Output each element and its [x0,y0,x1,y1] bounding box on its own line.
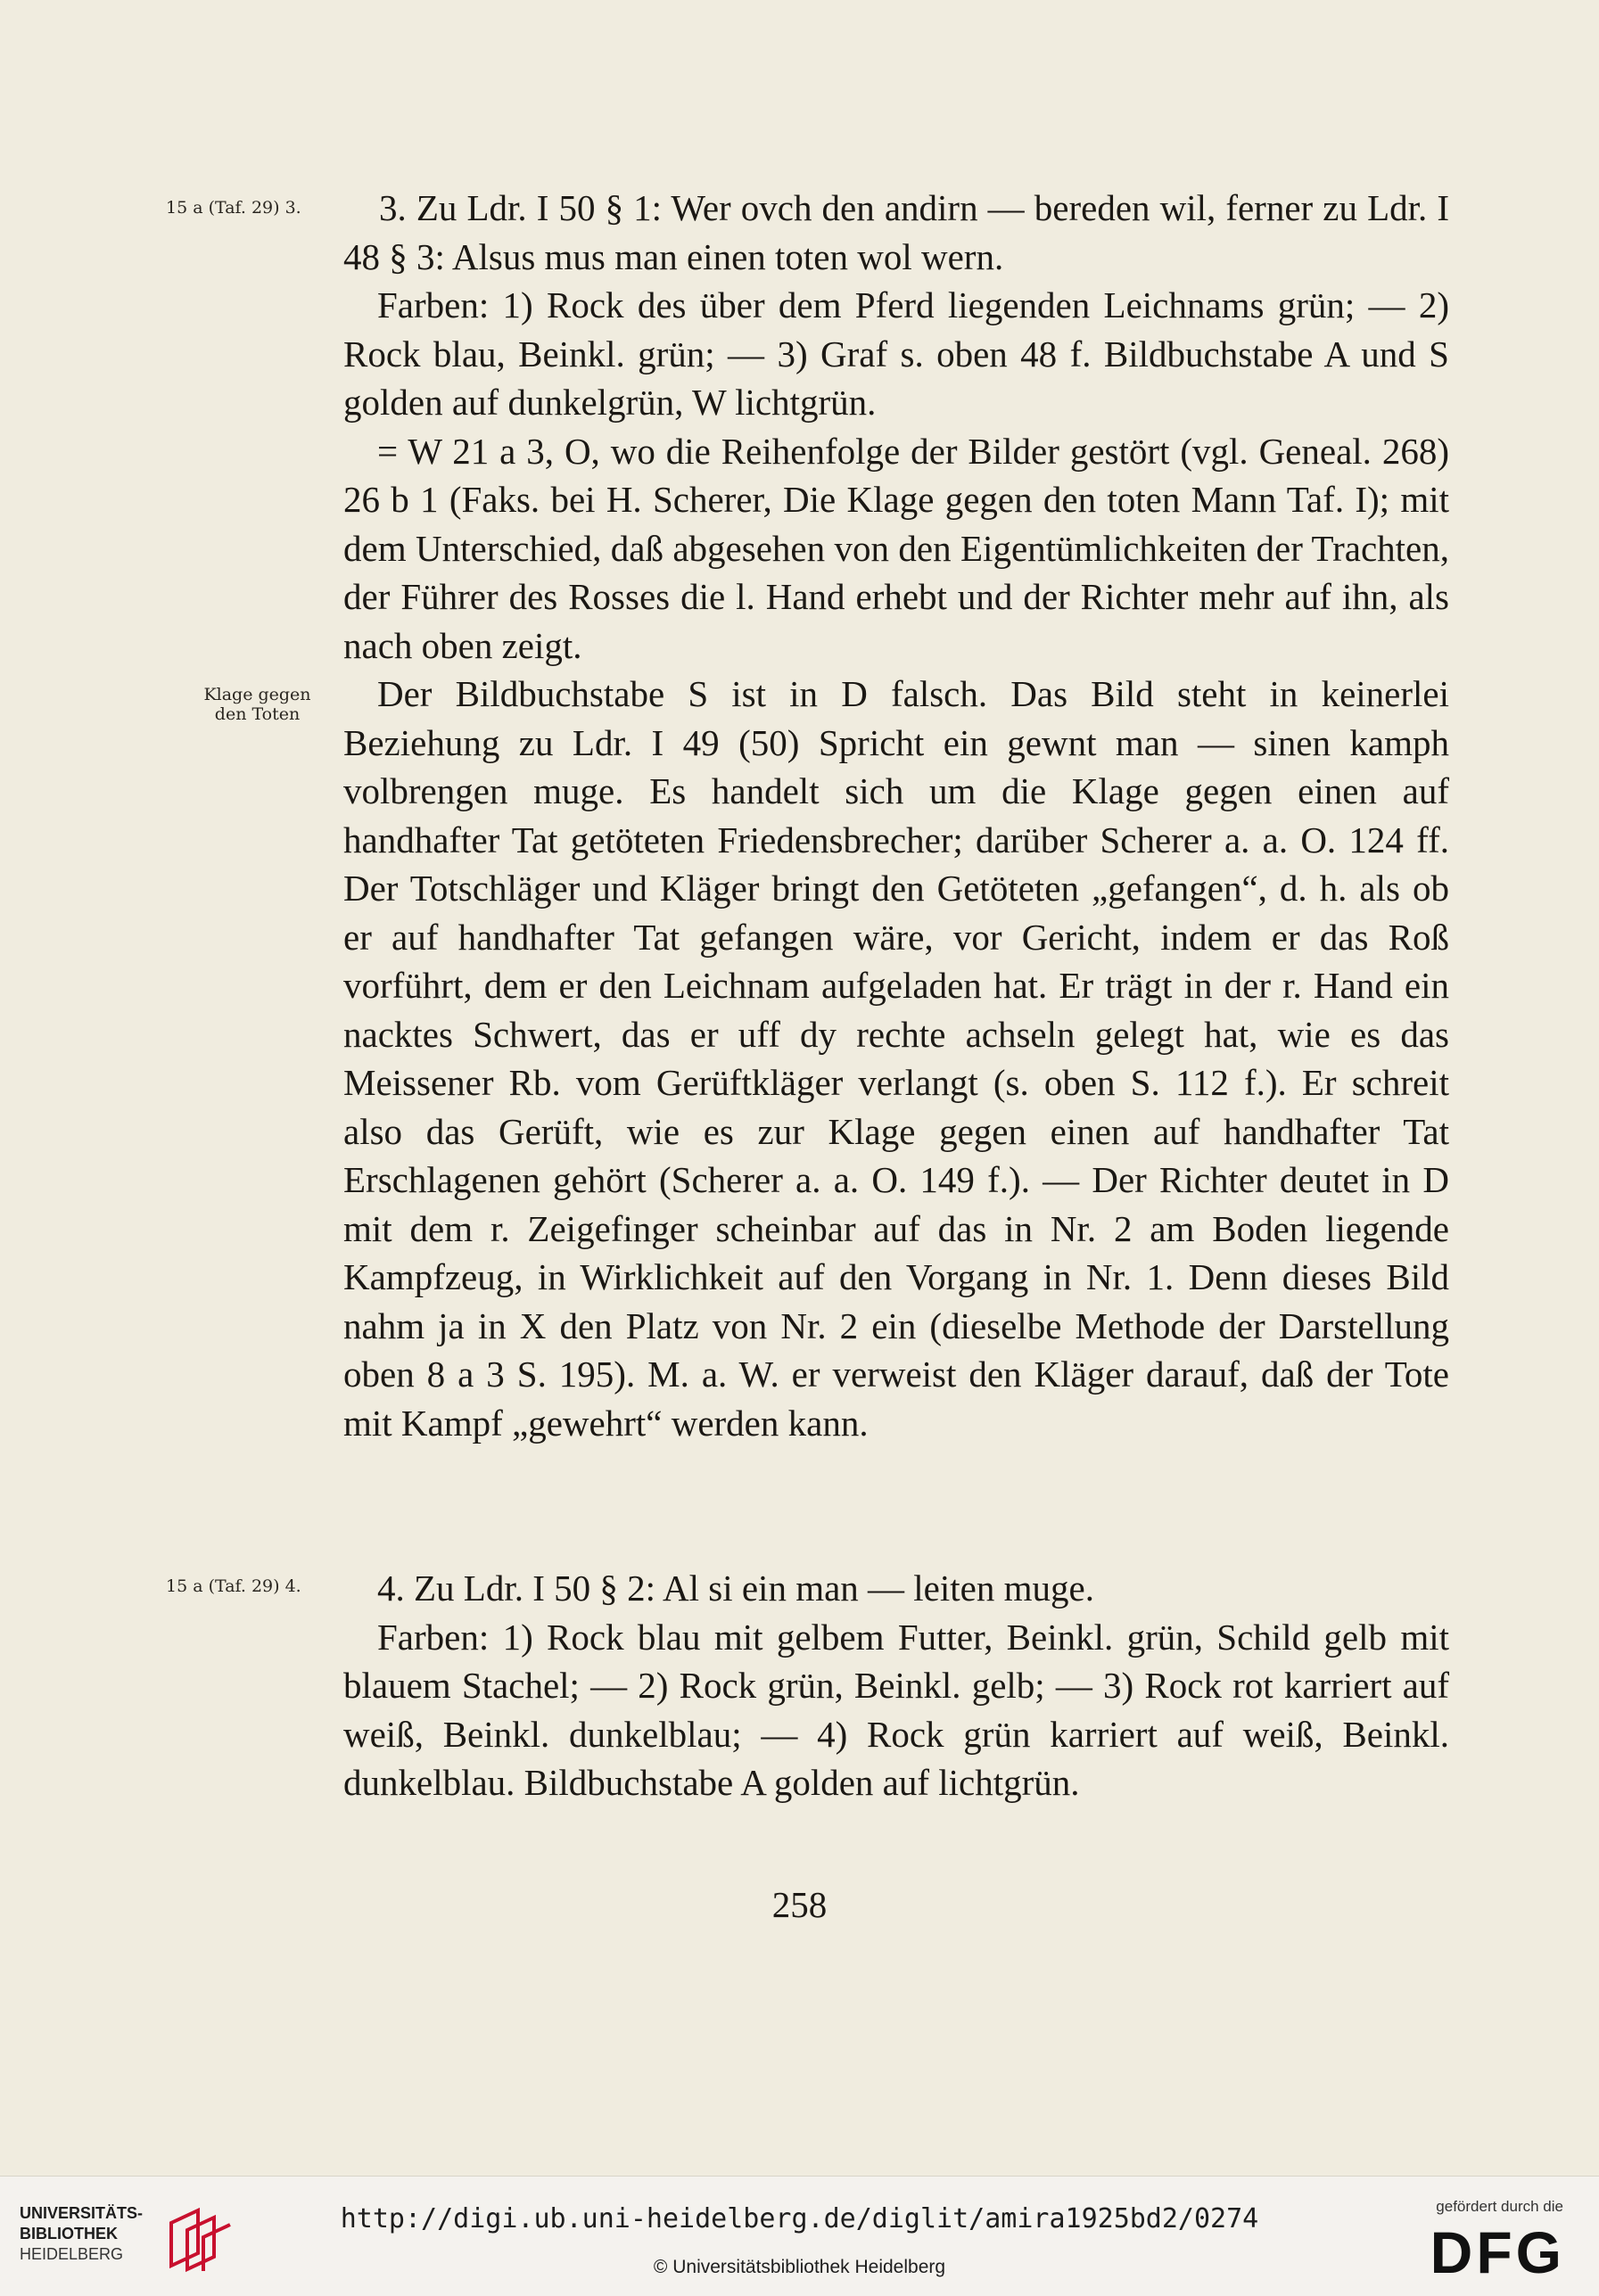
copyright-notice: © Universitätsbibliothek Heidelberg [653,2257,946,2277]
section-3-comparison: = W 21 a 3, O, wo die Reihenfolge der Bilder gestört (vgl. Geneal. 268) 26 b 1 (Faks. bei H. Scherer, Die Klage gegen den toten Mann Taf. I); mit dem Unterschied, daß abgesehen von den Eigentümlichkeiten der Trachten, der Führer des Rosses die l. Hand erhebt und der Richter mehr auf ihn, als nach oben zeigt. [343,430,1449,666]
viewer-footer [0,2176,1599,2296]
margin-reference-3: 15 a (Taf. 29) 3. [166,198,301,218]
section-4 [343,1564,1449,1807]
section-4-colors: Farben: 1) Rock blau mit gelbem Futter, Beinkl. grün, Schild gelb mit blauem Stachel; — 2) Rock grün, Beinkl. gelb; — 3) Rock rot karriert auf weiß, Beinkl. dunkelblau; — 4) Rock grün karriert auf weiß, Beinkl. dunkelblau. Bildbuchstabe A golden auf lichtgrün. [343,1616,1449,1803]
section-4-heading: 4. Zu Ldr. I 50 § 2: Al si ein man — leiten muge. [377,1568,1094,1609]
section-3-commentary: Der Bildbuchstabe S ist in D falsch. Das Bild steht in keinerlei Beziehung zu Ldr. I 49 (50) Spricht ein gewnt man — sinen kamph volbrengen muge. Es handelt sich um die Klage gegen einen auf handhafter Tat getöteten Friedensbrecher; darüber Scherer a. a. O. 124 ff. Der Totschläger und Kläger bringt den Getöteten „gefangen“, d. h. als ob er auf handhafter Tat gefangen wäre, vor Gericht, indem er das Roß vorführt, dem er den Leichnam aufgeladen hat. Er trägt in der r. Hand ein nacktes Schwert, das er uff dy rechte achseln gelegt hat, wie es das Meissener Rb. vom Gerüftkläger verlangt (s. oben S. 112 f.). Er schreit also das Gerüft, wie es zur Klage gegen einen auf handhafter Tat Erschlagenen gehört (Scherer a. a. O. 149 f.). — Der Richter deutet in D mit dem r. Zeigefinger scheinbar auf das in Nr. 2 am Boden liegende Kampfzeug, in Wirklichkeit auf den Vorgang in Nr. 1. Denn dieses Bild nahm ja in X den Platz von Nr. 2 ein (dieselbe Methode der Darstellung oben 8 a 3 S. 195). M. a. W. er verweist den Kläger darauf, daß der Tote mit Kampf „gewehrt“ werden kann. [343,673,1449,1444]
funding-note: gefördert durch die [1436,2198,1563,2215]
permalink-url[interactable]: http://digi.ub.uni-heidelberg.de/diglit/amira1925bd2/0274 [340,2203,1259,2234]
margin-topic-note [193,685,322,724]
page-number: 258 [771,1884,828,1925]
margin-topic-line2: den Toten [214,704,301,724]
library-name-line1: UNIVERSITÄTS- [20,2204,144,2222]
library-name-line3: HEIDELBERG [20,2245,124,2263]
section-3 [343,184,1449,1447]
section-3-colors: Farben: 1) Rock des über dem Pferd liegenden Leichnams grün; — 2) Rock blau, Beinkl. grün; — 3) Graf s. oben 48 f. Bildbuchstabe A und S golden auf dunkelgrün, W lichtgrün. [343,284,1449,423]
library-name-line2: BIBLIOTHEK [20,2225,118,2243]
section-3-heading: 3. Zu Ldr. I 50 § 1: Wer ovch den andirn — bereden wil, ferner zu Ldr. I 48 § 3: Alsus mus man einen toten wol wern. [343,187,1449,277]
margin-topic-line1: Klage gegen [203,685,311,704]
margin-reference-4: 15 a (Taf. 29) 4. [166,1576,301,1596]
dfg-logo: DFG [1430,2219,1565,2285]
